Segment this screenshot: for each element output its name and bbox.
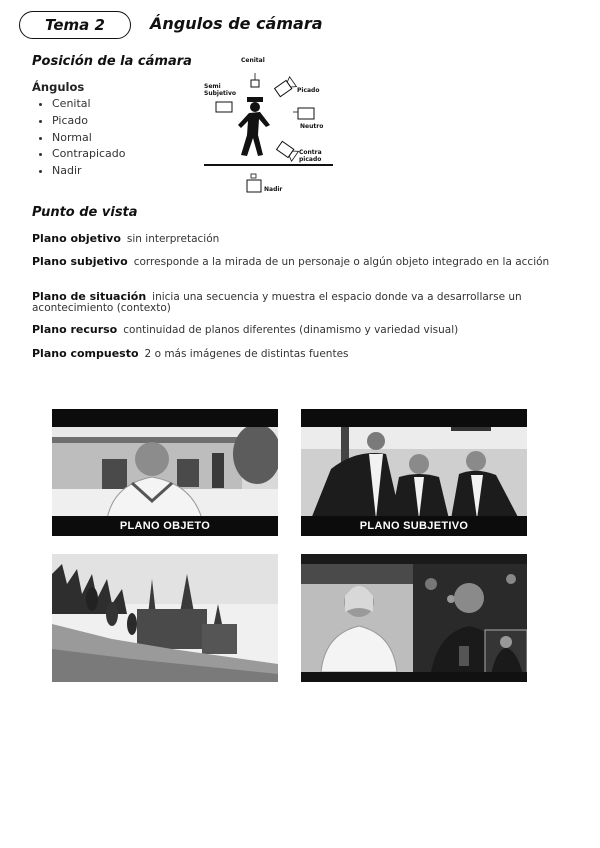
angles-list [34, 96, 126, 180]
camera-picado-icon [274, 77, 296, 98]
angulos-subheading: Ángulos [32, 80, 85, 94]
angle-item: • Picado [52, 113, 126, 130]
label-picado: Picado [297, 87, 320, 94]
pv-desc: sin interpretación [126, 233, 220, 245]
pv-term: Plano compuesto [32, 347, 139, 360]
camera-angles-diagram [200, 55, 340, 200]
letterbox-bar [301, 409, 527, 427]
label-subjetivo: Subjetivo [204, 90, 236, 97]
pv-item-situacion [32, 291, 552, 314]
camera-cenital-icon [251, 80, 259, 87]
camera-contrapicado-icon [276, 140, 298, 161]
pv-term: Plano de situación [32, 290, 147, 303]
small-camera-icon [247, 97, 263, 102]
pv-desc: 2 o más imágenes de distintas fuentes [144, 348, 349, 360]
label-contra: Contra [299, 149, 322, 156]
pv-desc: continuidad de planos diferentes (dinamismo y variedad visual) [123, 324, 459, 336]
tema-label: Tema 2 [45, 16, 105, 34]
plano-compuesto-image [301, 554, 527, 682]
pv-term: Plano recurso [32, 323, 118, 336]
plano-objeto-caption: PLANO OBJETO [52, 516, 278, 536]
angle-item: • Contrapicado [52, 146, 126, 163]
photo-plano-subjetivo [301, 409, 527, 536]
angle-item: • Nadir [52, 163, 126, 180]
pv-desc: inicia una secuencia y muestra el espacio donde va a desarrollarse un acontecimiento (contexto) [32, 291, 522, 314]
pv-term: Plano objetivo [32, 232, 121, 245]
letterbox-bar [52, 409, 278, 427]
pv-item-compuesto [32, 348, 552, 360]
posicion-heading: Posición de la cámara [32, 54, 192, 69]
page-title: Ángulos de cámara [150, 14, 323, 33]
angle-item: • Cenital [52, 96, 126, 113]
photo-plano-compuesto [301, 554, 527, 682]
photo-plano-situacion [52, 554, 278, 682]
label-semi: Semi [204, 83, 221, 90]
pv-desc: corresponde a la mirada de un personaje o algún objeto integrado en la acción [133, 256, 550, 268]
photo-plano-objeto [52, 409, 278, 536]
walking-person-icon [238, 112, 270, 156]
pv-item-objetivo [32, 233, 552, 245]
tema-badge [19, 11, 131, 39]
label-cenital: Cenital [241, 57, 265, 64]
angle-item: • Normal [52, 130, 126, 147]
person-head-icon [250, 102, 260, 112]
camera-nadir-icon [247, 180, 261, 192]
punto-de-vista-heading: Punto de vista [32, 205, 138, 220]
pv-item-recurso [32, 324, 552, 336]
label-nadir: Nadir [264, 186, 283, 193]
pv-item-subjetivo [32, 256, 552, 268]
plano-situacion-image [52, 554, 278, 682]
camera-neutro-icon [298, 108, 314, 119]
label-contrapicado: picado [299, 156, 322, 163]
pv-term: Plano subjetivo [32, 255, 128, 268]
plano-subjetivo-caption: PLANO SUBJETIVO [301, 516, 527, 536]
camera-semi-icon [216, 102, 232, 112]
label-neutro: Neutro [300, 123, 324, 130]
